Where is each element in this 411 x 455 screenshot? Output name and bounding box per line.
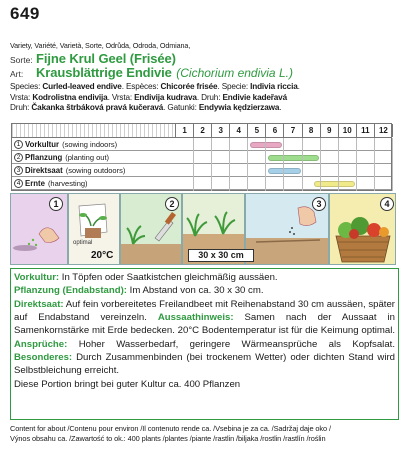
calendar-row-vorkultur	[12, 138, 391, 151]
month-1: 1	[176, 124, 194, 137]
row-number: 1	[14, 140, 23, 149]
month-grid-line	[193, 138, 194, 191]
footer-line: Výnos obsahu ca. /Zawartość to ok.: 400 plants /plantes /piante /rastlin /biljaka /rostlin /rastlín /roślin	[10, 433, 326, 443]
month-grid-line	[320, 138, 321, 191]
translation-row: Vrsta: Kodrolistna endivija. Vrsta: Endivija kudrava. Druh: Endivie kadeřavá	[10, 92, 287, 102]
picture-planting-out	[120, 193, 182, 265]
pflanzung-text: Im Abstand von ca. 30 x 30 cm.	[126, 285, 264, 297]
pflanzung-label: Pflanzung (Endabstand):	[14, 285, 127, 297]
row-label: Pflanzung	[25, 153, 63, 162]
month-grid-line	[374, 138, 375, 191]
anspruche-label: Ansprüche:	[14, 338, 68, 350]
month-grid-line	[265, 138, 266, 191]
translation-value: Curled-leaved endive	[42, 82, 122, 91]
month-grid-line	[229, 138, 230, 191]
anspruche-text: Hoher Wasserbedarf, geringere Wärmeansprüche als Kopfsalat.	[67, 338, 395, 350]
translation-value: Kodrolistna endivija	[32, 92, 108, 102]
month-12: 12	[375, 124, 393, 137]
row-translation: (planting out)	[65, 153, 110, 162]
optimal-label: optimal	[73, 240, 93, 246]
month-grid-line	[302, 138, 303, 191]
cultivation-instructions	[10, 268, 399, 420]
translation-row: Druh: Čakanka štrbáková pravá kučeravá. Gatunki: Endywia kędzierzawa.	[10, 103, 282, 113]
month-4: 4	[230, 124, 248, 137]
art-label: Art:	[10, 69, 24, 79]
vorkultur-paragraph	[14, 271, 395, 284]
footer-line: Content for about /Contenu pour environ /Il contenuto rende ca. /Vsebina je za ca. /Sadržaj daje oko /	[10, 424, 331, 433]
row-number: 4	[14, 179, 23, 188]
month-6: 6	[266, 124, 284, 137]
row-translation: (sowing outdoors)	[65, 166, 126, 175]
step-number-2: 2	[165, 197, 179, 211]
calendar-corner-pattern	[12, 124, 176, 137]
translation-value: Endywia kędzierzawa	[198, 103, 280, 113]
calendar-row-ernte	[12, 177, 391, 190]
latin-name: (Cichorium endivia L.)	[176, 66, 293, 80]
content-footer	[10, 424, 405, 443]
calendar-bar-direktsaat	[268, 168, 300, 174]
picture-harvesting	[329, 193, 396, 265]
month-grid-line	[356, 138, 357, 191]
row-number: 2	[14, 153, 23, 162]
direktsaat-paragraph	[14, 298, 395, 378]
translation-label: Druh:	[10, 103, 30, 113]
direktsaat-text: Auf fein vorbereitetes Freilandbeet mit Reihenabstand 30 cm aussäen, später auf Endabstand vereinzeln.	[14, 298, 395, 324]
picture-germination	[68, 193, 120, 265]
row-translation: (harvesting)	[47, 179, 88, 188]
month-2: 2	[194, 124, 212, 137]
art-row	[10, 64, 293, 82]
product-code: 649	[10, 4, 40, 23]
translation-value: Indivia riccia	[250, 82, 298, 91]
translation-label: Espèces:	[125, 82, 159, 91]
picture-sowing-indoors	[10, 193, 68, 265]
month-grid-line	[211, 138, 212, 191]
translation-label: Druh:	[201, 92, 221, 102]
row-translation: (sowing indoors)	[62, 140, 118, 149]
month-7: 7	[284, 124, 302, 137]
month-8: 8	[303, 124, 321, 137]
row-number: 3	[14, 166, 23, 175]
species-name: Krausblättrige Endivie	[36, 65, 172, 80]
month-3: 3	[212, 124, 230, 137]
calendar-bar-vorkultur	[250, 142, 282, 148]
month-9: 9	[321, 124, 339, 137]
translation-label: Specie:	[221, 82, 248, 91]
month-grid-line	[247, 138, 248, 191]
translation-value: Endivie kadeřavá	[222, 92, 287, 102]
vorkultur-label: Vorkultur:	[14, 272, 60, 283]
translation-value: Čakanka štrbáková pravá kučeravá	[31, 103, 164, 113]
step-number-4: 4	[380, 197, 394, 211]
species-translations	[10, 82, 405, 114]
translation-label: Species:	[10, 82, 41, 91]
calendar-bar-pflanzung	[268, 155, 318, 161]
translation-row: Species: Curled-leaved endive. Espèces: Chicorée frisée. Specie: Indivia riccia.	[10, 82, 300, 91]
translation-label: Vrsta:	[10, 92, 31, 102]
calendar-header	[12, 124, 391, 138]
temperature-value: 20°C	[91, 250, 114, 261]
sowing-calendar	[11, 123, 392, 191]
month-10: 10	[339, 124, 357, 137]
month-grid-line	[283, 138, 284, 191]
sorte-label: Sorte:	[10, 55, 33, 65]
translation-value: Chicorée frisée	[160, 82, 218, 91]
pflanzung-paragraph	[14, 284, 395, 297]
translation-value: Endivija kudrava	[134, 92, 197, 102]
picture-sowing-outdoors	[245, 193, 329, 265]
vorkultur-text: In Töpfen oder Saatkistchen gleichmäßig aussäen.	[59, 272, 278, 283]
calendar-row-direktsaat	[12, 164, 391, 177]
month-5: 5	[248, 124, 266, 137]
month-grid-line	[338, 138, 339, 191]
month-11: 11	[357, 124, 375, 137]
step-number-1: 1	[49, 197, 63, 211]
aussaat-label: Aussaathinweis:	[157, 312, 234, 324]
month-grid-line	[392, 138, 393, 191]
row-label: Direktsaat	[25, 166, 63, 175]
translation-label: Vrsta:	[111, 92, 132, 102]
besonderes-text: Durch Zusammenbinden (bei trockenem Wetter) oder dichten Stand wird Selbstbleichung erreicht.	[14, 352, 395, 377]
row-label: Ernte	[25, 179, 45, 188]
direktsaat-label: Direktsaat:	[14, 298, 64, 310]
portion-text: Diese Portion bringt bei guter Kultur ca. 400 Pflanzen	[14, 378, 241, 390]
instruction-pictures	[10, 193, 396, 265]
variety-name: Fijne Krul Geel (Frisée)	[36, 51, 176, 66]
variety-label-line: Variety, Variété, Varietà, Sorte, Odrůda, Odroda, Odmiana,	[10, 41, 191, 50]
row-label: Vorkultur	[25, 140, 60, 149]
aussaat-text: Samen nach der Aussaat in Samenkornstärke mit Erde bedecken. 20°C Bodentemperatur ist für die Keimung optimal.	[14, 312, 395, 337]
spacing-badge: 30 x 30 cm	[188, 249, 254, 262]
besonderes-label: Besonderes:	[14, 352, 73, 364]
calendar-row-pflanzung	[12, 151, 391, 164]
step-number-3: 3	[312, 197, 326, 211]
translation-label: Gatunki:	[167, 103, 197, 113]
